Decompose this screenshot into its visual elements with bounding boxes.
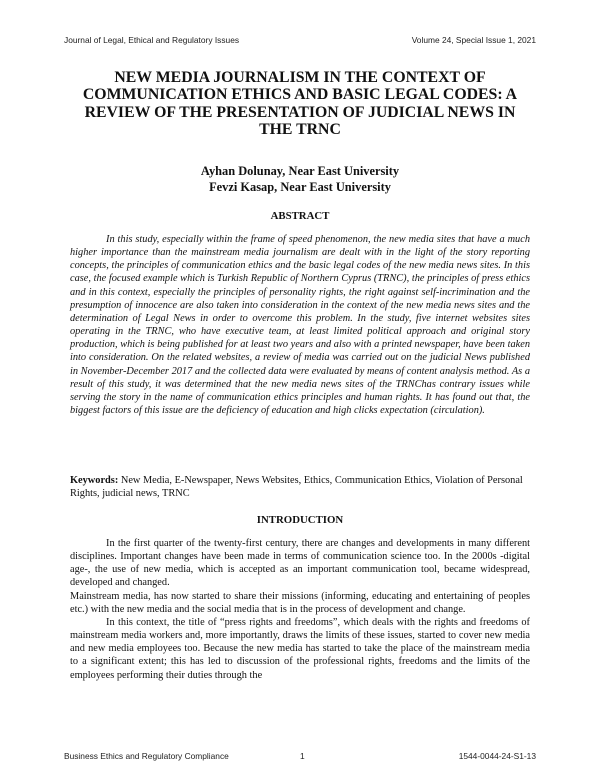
author-list [64, 164, 536, 195]
page-number: 1 [300, 751, 305, 761]
author-1: Ayhan Dolunay, Near East University [200, 164, 400, 178]
keywords-label: Keywords: [70, 475, 119, 486]
volume-info: Volume 24, Special Issue 1, 2021 [411, 35, 536, 45]
abstract-heading: ABSTRACT [270, 210, 330, 222]
abstract-text: In this study, especially within the frame of speed phenomenon, the new media sites that have a much higher importance than the mainstream media journalism are dealt with in the light of the story reporting concepts, the principles of communication ethics and the basic legal codes of the new media news sites. In this case, the focused example which is Turkish Republic of Northern Cyprus (TRNC), the principles of press ethics and in this context, especially the principles of personality rights, the right against self-incrimination and the presumption of innocence are also taken into consideration in the context of the new media news sites and the determination of Legal News in order to overcome this problem. In the study, five internet websites sites operating in the TRNC, who have executive team, at least limited political approach and original story production, which is being published for at least two years and also with a printed newspaper, have been taken into consideration. On the related websites, a review of media was carried out on the judicial News published in November-December 2017 and the collected data were evaluated by means of content analysis method. As a result of this study, it was determined that the new media news sites of the TRNChas contrary issues while serving the story in the name of communication ethics principles and human rights. It has found out that, the biggest factors of this issue are the deficiency of education and high clicks expectation (circulation). [70, 234, 530, 417]
paragraph: In this context, the title of “press rights and freedoms”, which deals with the rights and freedoms of mainstream media workers and, more importantly, draws the limits of these issues, started to cover new media and new media employees too. Because the new media has started to take the place of the mainstream media to a significant extent; this has led to discussion of the professional rights, freedoms and the limits of the employees performing their duties through the [70, 616, 530, 681]
page-footer [64, 751, 536, 761]
article-id: 1544-0044-24-S1-13 [458, 751, 536, 761]
journal-name: Journal of Legal, Ethical and Regulatory Issues [64, 35, 240, 45]
paper-title: NEW MEDIA JOURNALISM IN THE CONTEXT OF COMMUNICATION ETHICS AND BASIC LEGAL CODES: A REVIEW OF THE PRESENTATION OF JUDICIAL NEWS IN THE TRNC [82, 69, 518, 139]
keywords-text: New Media, E-Newspaper, News Websites, Ethics, Communication Ethics, Violation of Personal Rights, judicial news, TRNC [70, 475, 523, 500]
paragraph: Mainstream media, has now started to share their missions (informing, educating and entertaining of peoples etc.) with the new media and the social media that is in the process of development and change. [70, 590, 530, 615]
keywords [70, 474, 530, 501]
author-2: Fevzi Kasap, Near East University [209, 179, 391, 194]
introduction-body [70, 537, 530, 682]
running-header [64, 35, 536, 45]
introduction-heading: INTRODUCTION [256, 514, 344, 526]
paragraph: In the first quarter of the twenty-first century, there are changes and developments in many different disciplines. Important changes have been made in terms of communication science too. In the 2000s -digital age-, the use of new media, which is accepted as an important communication tool, became widespread, developed and changed. [70, 538, 530, 589]
footer-journal: Business Ethics and Regulatory Compliance [64, 751, 229, 761]
